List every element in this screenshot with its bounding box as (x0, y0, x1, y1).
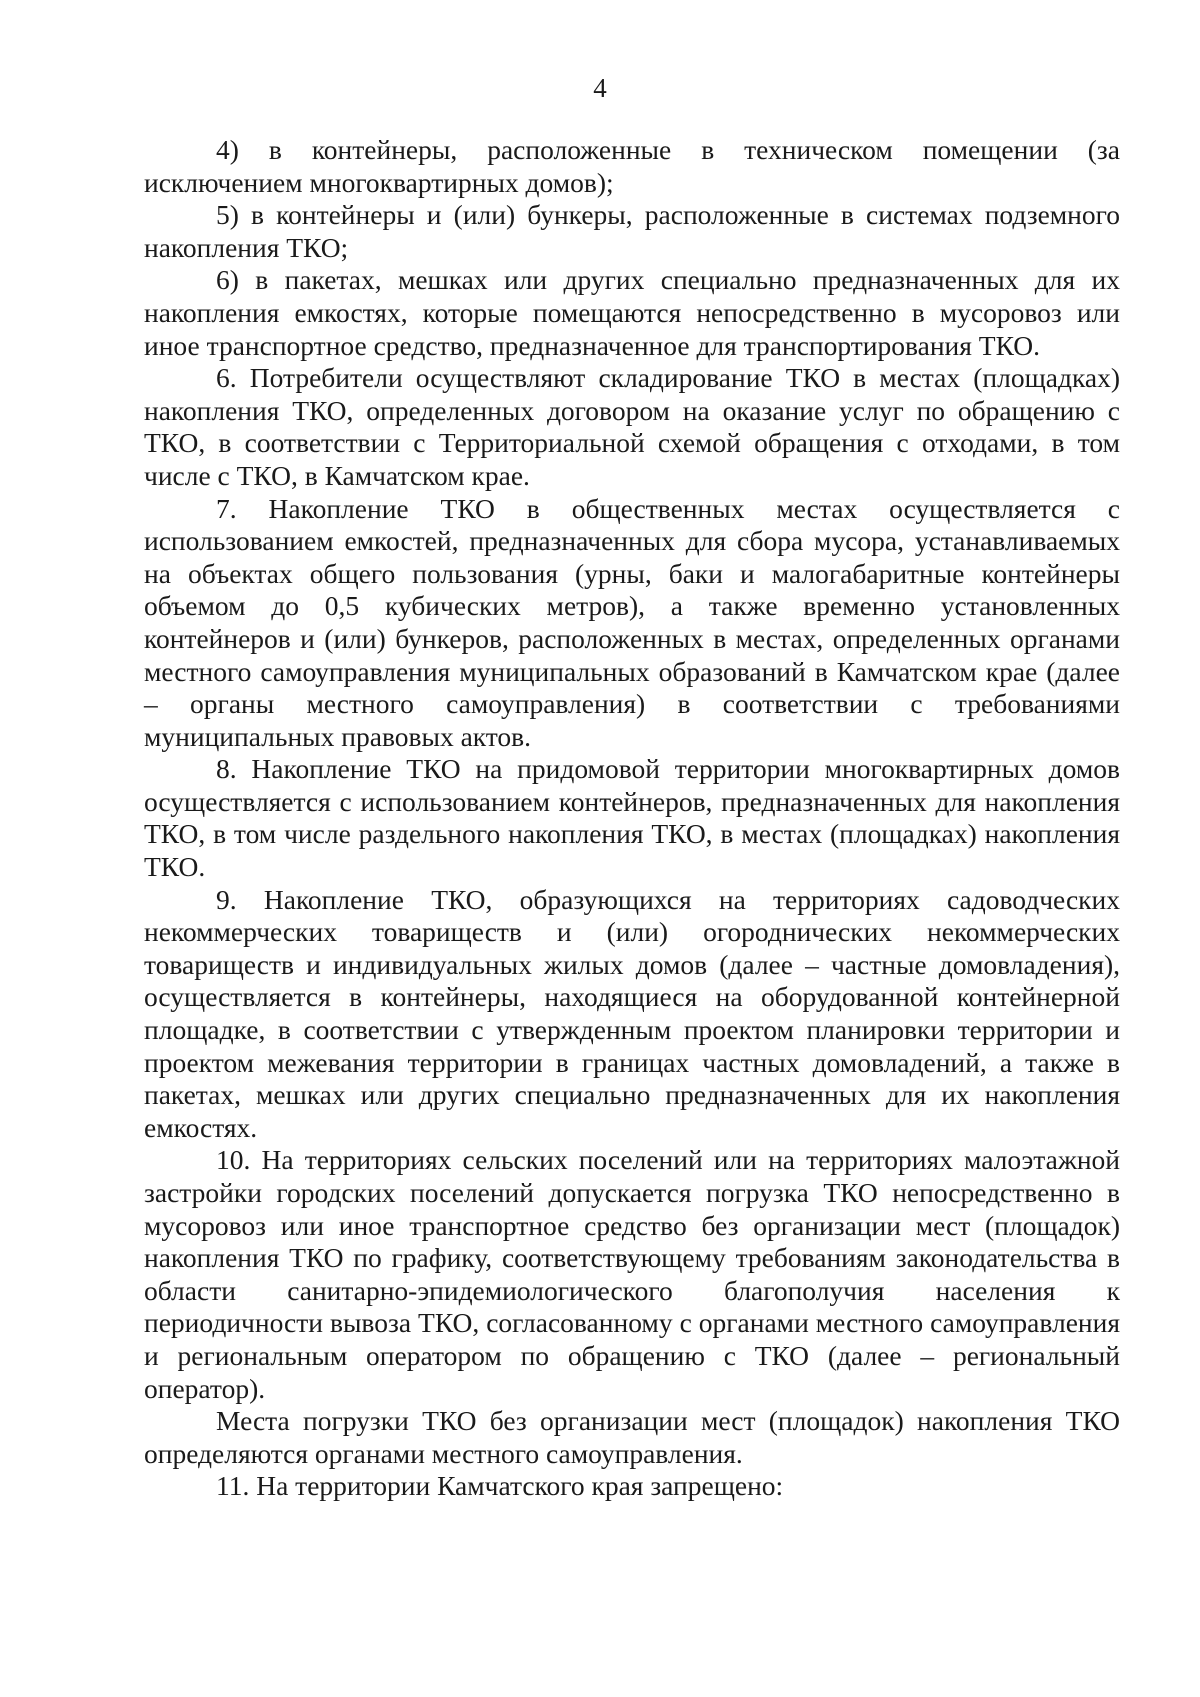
paragraph-clause-11: 11. На территории Камчатского края запрещено: (216, 1470, 784, 1502)
paragraph-clause-9: 9. Накопление ТКО, образующихся на территориях садоводческих некоммерческих товариществ и (или) огороднических некоммерческих товариществ и индивидуальных жилых домов (далее – частные домовладения), осуществляется в контейнеры, находящиеся на оборудованной контейнерной площадке, в соответствии с утвержденным проектом планировки территории и проектом межевания территории в границах частных домовладений, а также в пакетах, мешках или других специально предназначенных для их накопления емкостях. (144, 883, 1120, 1143)
paragraph-clause-6: 6. Потребители осуществляют складирование ТКО в местах (площадках) накопления ТКО, определенных договором на оказание услуг по обращению с ТКО, в соответствии с Территориальной схемой обращения с отходами, в том числе с ТКО, в Камчатском крае. (144, 362, 1120, 491)
paragraph-loading-places: Места погрузки ТКО без организации мест (площадок) накопления ТКО определяются органами местного самоуправления. (144, 1405, 1120, 1469)
paragraph-clause-10: 10. На территориях сельских поселений или на территориях малоэтажной застройки городских поселений допускается погрузка ТКО непосредственно в мусоровоз или иное транспортное средство без организации мест (площадок) накопления ТКО по графику, соответствующему требованиям законодательства в области санитарно-эпидемиологического благополучия населения к периодичности вывоза ТКО, согласованному с органами местного самоуправления и региональным оператором по обращению с ТКО (далее – региональный оператор). (144, 1144, 1120, 1404)
document-body (144, 134, 1120, 1503)
paragraph-item-5: 5) в контейнеры и (или) бункеры, расположенные в системах подземного накопления ТКО; (144, 199, 1120, 263)
paragraph-clause-8: 8. Накопление ТКО на придомовой территории многоквартирных домов осуществляется с использованием контейнеров, предназначенных для накопления ТКО, в том числе раздельного накопления ТКО, в местах (площадках) накопления ТКО. (144, 753, 1120, 883)
page-number: 4 (593, 73, 607, 103)
paragraph-item-6: 6) в пакетах, мешках или других специально предназначенных для их накопления емкостях, которые помещаются непосредственно в мусоровоз или иное транспортное средство, предназначенное для транспортирования ТКО. (144, 264, 1120, 361)
paragraph-item-4: 4) в контейнеры, расположенные в техническом помещении (за исключением многоквартирных домов); (144, 134, 1120, 198)
paragraph-clause-7: 7. Накопление ТКО в общественных местах осуществляется с использованием емкостей, предназначенных для сбора мусора, устанавливаемых на объектах общего пользования (урны, баки и малогабаритные контейнеры объемом до 0,5 кубических метров), а также временно установленных контейнеров и (или) бункеров, расположенных в местах, определенных органами местного самоуправления муниципальных образований в Камчатском крае (далее – органы местного самоуправления) в соответствии с требованиями муниципальных правовых актов. (144, 492, 1120, 752)
